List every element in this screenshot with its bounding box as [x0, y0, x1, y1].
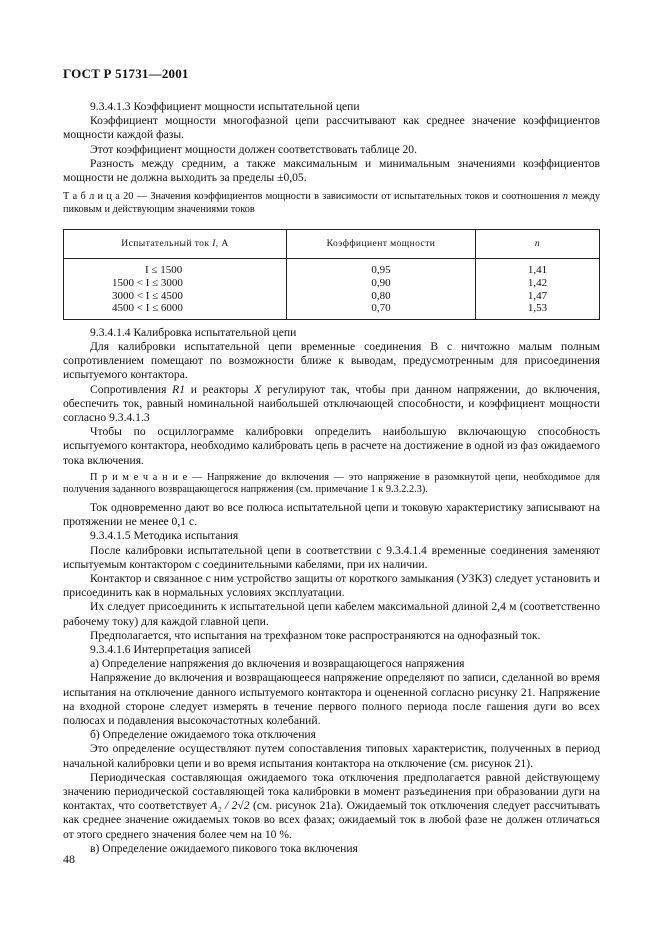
table-20 — [63, 229, 600, 319]
note-label: П р и м е ч а н и е — [90, 471, 188, 483]
section-heading-method: 9.3.4.1.5 Методика испытания — [90, 529, 239, 543]
col-header-n-text: n — [534, 238, 541, 250]
table-row — [64, 259, 600, 319]
cell-n: 1,42 — [527, 277, 548, 289]
text-run: Периодическая составляющая ожидаемого тока отключения предполагается равной действующему значению периодической составляющей тока калибровки в момент разъединения при образовании дуги на контактах, что соответствует — [63, 770, 600, 813]
cell-current: 4500 < I ≤ 6000 — [112, 302, 183, 315]
col-header-n — [476, 230, 600, 259]
section-heading-power-factor: 9.3.4.1.3 Коэффициент мощности испытательной цепи — [90, 100, 360, 113]
subheading-c: в) Определение ожидаемого пикового тока включения — [90, 841, 358, 855]
subheading-a: а) Определение напряжения до включения и возвращающегося напряжения — [90, 657, 465, 671]
paragraph: Для калибровки испытательной цепи временные соединения В с ничтожно малым полным сопротивлением помещают по возможности ближе к выводам, предусмотренным для присоединения испытуемого контактора. — [63, 339, 600, 382]
symbol-x: X — [254, 382, 262, 396]
paragraph — [63, 771, 600, 842]
paragraph: Ток одновременно дают во все полюса испытательной цепи и токовую характеристику записывают на протяжении не менее 0,1 с. — [63, 501, 600, 529]
paragraph: Контактор и связанное с ним устройство защиты от короткого замыкания (УЗКЗ) следует установить и присоединить как в нормальных условиях эксплуатации. — [63, 572, 600, 600]
paragraph: Этот коэффициент мощности должен соответствовать таблице 20. — [90, 142, 417, 156]
document-body — [63, 100, 600, 856]
text-run: Сопротивления — [90, 382, 173, 396]
cell-n: 1,47 — [527, 289, 548, 302]
paragraph: Это определение осуществляют путем сопоставления типовых характеристик, полученных в период начальной калибровки цепи и во время испытания контактора на отключение (см. рисунок 21). — [63, 742, 600, 770]
cell-n: 1,41 — [527, 264, 548, 277]
table-caption — [63, 191, 600, 216]
cell-power-factor: 0,80 — [371, 289, 391, 302]
cell-power-factor: 0,70 — [371, 302, 391, 315]
table-caption-tail: между пиковым и действующим значениями токов — [63, 191, 600, 215]
page-number: 48 — [63, 852, 75, 866]
paragraph: После калибровки испытательной цепи в соответствии с 9.3.4.1.4 временные соединения заменяют испытуемым контактором с соединительными кабелями, при их наличии. — [63, 543, 600, 571]
cell-power-factor: 0,95 — [371, 264, 391, 277]
table-caption-text: — Значения коэффициентов мощности в зависимости от испытательных токов и соотношения — [133, 191, 563, 203]
col-header-current-symbol: I — [212, 238, 216, 250]
cell-n-values — [476, 259, 600, 319]
paragraph — [63, 383, 600, 426]
cell-n: 1,53 — [527, 302, 548, 315]
paragraph: Напряжение до включения и возвращающееся напряжение определяют по записи, сделанной во время испытания на отключение данного испытуемого контактора и оцененной согласно рисунку 21. Напряжение на входной стороне следует измерять в течение первого полного периода после гашения дуги во всех полюсах и подавления высокочастотных колебаний. — [63, 671, 600, 728]
section-heading-interpretation: 9.3.4.1.6 Интерпретация записей — [90, 643, 251, 657]
subheading-b: б) Определение ожидаемого тока отключения — [90, 728, 316, 742]
cell-currents — [64, 259, 287, 319]
paragraph: Предполагается, что испытания на трехфазном токе распространяются на однофазный ток. — [90, 628, 541, 642]
table-caption-n: n — [562, 191, 569, 203]
cell-current: I ≤ 1500 — [145, 264, 183, 277]
table-header-row — [64, 230, 600, 259]
formula-a2-over-2root2: A₂ / 2√2 — [210, 799, 250, 813]
paragraph: Чтобы по осциллограмме калибровки определить наибольшую включающую способность испытуемого контактора, необходимо калибровать цепь в расчете на достижение в одной из фаз ожидаемого тока включения. — [63, 425, 600, 467]
paragraph: Разность между средним, а также максимальным и минимальным значениями коэффициентов мощности не должна выходить за пределы ±0,05. — [63, 156, 600, 185]
col-header-current-unit: , А — [215, 238, 229, 250]
text-run: регулируют так, чтобы при данном напряжении, до включения, обеспечить ток, равный номинальной наибольшей отключающей способности, и коэффициент мощности согласно 9.3.4.1.3 — [63, 382, 600, 424]
section-heading-calibration: 9.3.4.1.4 Калибровка испытательной цепи — [90, 325, 297, 339]
symbol-r1: R1 — [172, 382, 186, 396]
paragraph: Их следует присоединить к испытательной цепи кабелем максимальной длиной 2,4 м (соответственно рабочему току) для каждой главной цепи. — [63, 600, 600, 628]
cell-current: 3000 < I ≤ 4500 — [112, 289, 183, 302]
cell-power-factor: 0,90 — [371, 277, 391, 289]
text-run: и реакторы — [185, 382, 255, 396]
paragraph: Коэффициент мощности многофазной цепи рассчитывают как среднее значение коэффициентов мощности каждой фазы. — [63, 114, 600, 142]
standard-header: ГОСТ Р 51731—2001 — [63, 66, 189, 81]
cell-current: 1500 < I ≤ 3000 — [112, 277, 183, 289]
cell-power-factors — [287, 259, 476, 319]
note — [63, 472, 600, 497]
note-text: — Напряжение до включения — это напряжение в разомкнутой цепи, необходимое для получения заданного возвращающегося напряжения (см. примечание 1 к 9.3.2.2.3). — [63, 471, 600, 496]
col-header-power-factor: Коэффициент мощности — [287, 230, 476, 259]
text-run: (см. рисунок 21а). Ожидаемый ток отключения следует рассчитывать как среднее значение ожидаемых токов во всех фазах; ожидаемый ток в любой фазе не должен отличаться от этого среднего значения более чем на 10 %. — [63, 799, 600, 841]
table-caption-label: Т а б л и ц а 20 — [63, 191, 134, 203]
col-header-current — [64, 230, 287, 259]
col-header-current-text: Испытательный ток — [121, 238, 213, 250]
